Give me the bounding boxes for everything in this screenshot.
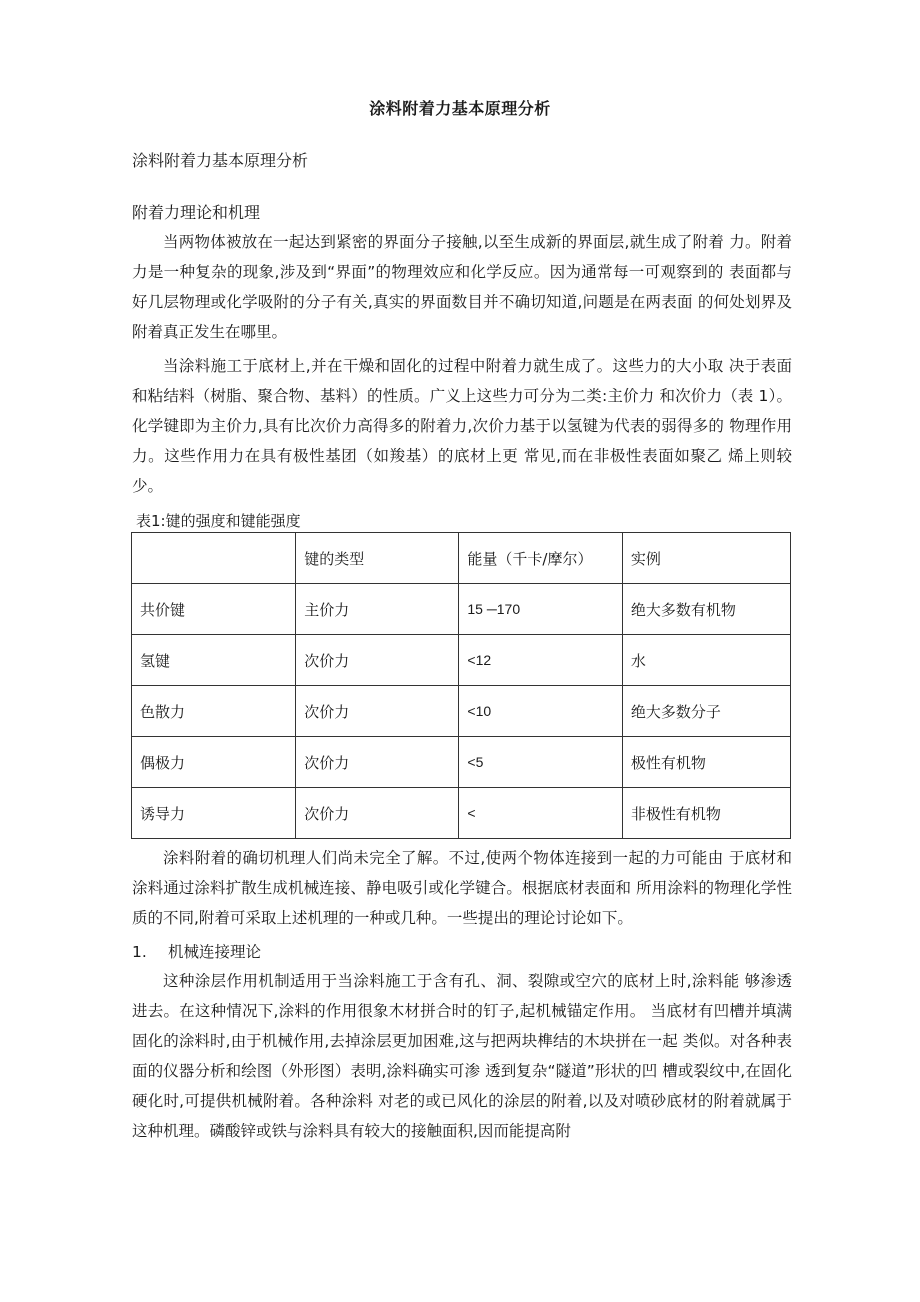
table-header-cell: 实例 bbox=[622, 533, 790, 584]
table-header-row bbox=[132, 533, 791, 584]
table-cell: <10 bbox=[459, 686, 622, 737]
table-cell: 15 ─170 bbox=[459, 584, 622, 635]
table-cell: 极性有机物 bbox=[622, 737, 790, 788]
table-cell: 次价力 bbox=[296, 737, 459, 788]
table-row bbox=[132, 788, 791, 839]
table-row bbox=[132, 635, 791, 686]
table-cell: 次价力 bbox=[296, 686, 459, 737]
section-heading: 附着力理论和机理 bbox=[132, 203, 261, 222]
table-cell: 偶极力 bbox=[132, 737, 296, 788]
table-cell: 诱导力 bbox=[132, 788, 296, 839]
list-title: 机械连接理论 bbox=[168, 943, 262, 961]
paragraph-mechanical-theory: 这种涂层作用机制适用于当涂料施工于含有孔、洞、裂隙或空穴的底材上时,涂料能 够渗透进去。在这种情况下,涂料的作用很象木材拼合时的钉子,起机械锚定作用。 当底材有凹槽并填满固化的涂料时,由于机械作用,去掉涂层更加困难,这与把两块榫结的木块拼在一起 类似。对各种表面的仪器分析和绘图（外形图）表明,涂料确实可渗 透到复杂“隧道”形状的凹 槽或裂纹中,在固化硬化时,可提供机械附着。各种涂料 对老的或已风化的涂层的附着,以及对喷砂底材的附着就属于这种机理。磷酸锌或铁与涂料具有较大的接触面积,因而能提高附 bbox=[132, 972, 792, 1140]
table-cell: < bbox=[459, 788, 622, 839]
document-title: 涂料附着力基本原理分析 bbox=[369, 99, 551, 118]
table-caption: 表1:键的强度和键能强度 bbox=[136, 512, 301, 530]
document-subtitle: 涂料附着力基本原理分析 bbox=[132, 151, 309, 170]
table-cell: 色散力 bbox=[132, 686, 296, 737]
table-cell: 主价力 bbox=[296, 584, 459, 635]
table-row bbox=[132, 686, 791, 737]
paragraph-mechanisms: 涂料附着的确切机理人们尚未完全了解。不过,使两个物体连接到一起的力可能由 于底材和涂料通过涂料扩散生成机械连接、静电吸引或化学键合。根据底材表面和 所用涂料的物理化学性质的不同,附着可采取上述机理的一种或几种。一些提出的理论讨论如下。 bbox=[132, 849, 792, 927]
table-cell: 绝大多数有机物 bbox=[622, 584, 790, 635]
list-number: 1. bbox=[132, 943, 147, 961]
paragraph-intro: 当两物体被放在一起达到紧密的界面分子接触,以至生成新的界面层,就生成了附着 力。附着力是一种复杂的现象,涉及到“界面”的物理效应和化学反应。因为通常每一可观察到的 表面都与好几层物理或化学吸附的分子有关,真实的界面数目并不确切知道,问题是在两表面 的何处划界及附着真正发生在哪里。 bbox=[132, 233, 792, 341]
table-cell: 次价力 bbox=[296, 635, 459, 686]
paragraph-forces: 当涂料施工于底材上,并在干燥和固化的过程中附着力就生成了。这些力的大小取 决于表面和粘结料（树脂、聚合物、基料）的性质。广义上这些力可分为二类:主价力 和次价力（表 1）。化学键即为主价力,具有比次价力高得多的附着力,次价力基于以氢键为代表的弱得多的 物理作用力。这些作用力在具有极性基团（如羧基）的底材上更 常见,而在非极性表面如聚乙 烯上则较少。 bbox=[132, 357, 792, 495]
table-cell: 共价键 bbox=[132, 584, 296, 635]
table-cell: 水 bbox=[622, 635, 790, 686]
table-cell: <5 bbox=[459, 737, 622, 788]
table-cell: <12 bbox=[459, 635, 622, 686]
table-header-cell: 能量（千卡/摩尔） bbox=[459, 533, 622, 584]
table-cell: 非极性有机物 bbox=[622, 788, 790, 839]
table-cell: 次价力 bbox=[296, 788, 459, 839]
table-header-cell bbox=[132, 533, 296, 584]
table-row bbox=[132, 737, 791, 788]
table-row bbox=[132, 584, 791, 635]
table-cell: 绝大多数分子 bbox=[622, 686, 790, 737]
table-header-cell: 键的类型 bbox=[296, 533, 459, 584]
list-heading-mechanical bbox=[132, 940, 261, 962]
table-cell: 氢键 bbox=[132, 635, 296, 686]
bond-strength-table bbox=[131, 532, 791, 839]
